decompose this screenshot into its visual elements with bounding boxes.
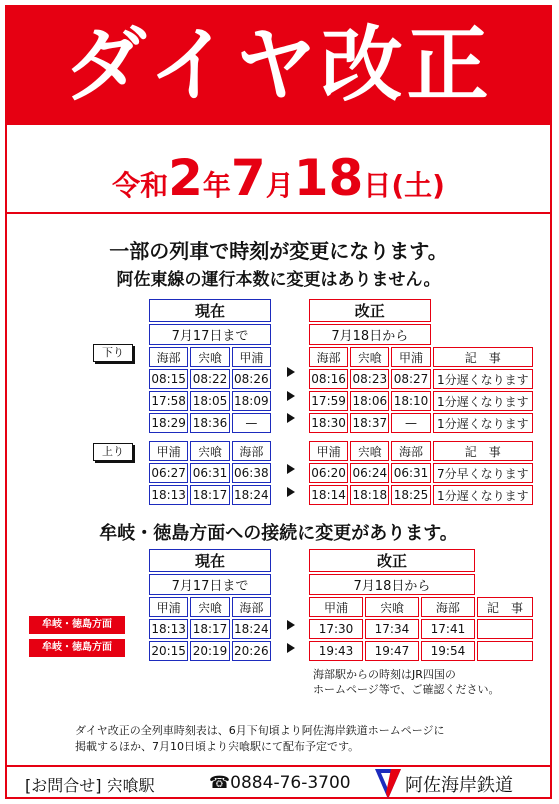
time-cell: 18:36: [190, 413, 229, 433]
table-row: [309, 413, 533, 433]
until-date: 7月17日まで: [149, 574, 271, 595]
up-direction-label: 上り: [93, 443, 133, 461]
revised-header: 改正: [309, 299, 431, 322]
date-year-unit: 年: [202, 169, 231, 202]
time-cell: 18:05: [190, 391, 229, 411]
date-day-unit: 日: [363, 169, 392, 202]
time-cell: 06:27: [149, 463, 188, 483]
time-cell: 18:13: [149, 619, 188, 639]
time-cell: 06:31: [190, 463, 229, 483]
time-cell: 18:14: [309, 485, 348, 505]
connection-heading: 牟岐・徳島方面への接続に変更があります。: [99, 523, 458, 544]
time-cell: 17:58: [149, 391, 188, 411]
time-cell: 17:30: [309, 619, 363, 639]
intro-line-2: 阿佐東線の運行本数に変更はありません。: [116, 270, 441, 290]
contact-label: [お問合せ] 宍喰駅: [25, 776, 155, 795]
time-cell: 18:13: [149, 485, 188, 505]
station-header: 海部: [232, 441, 271, 461]
remark-cell: 7分早くなります: [433, 463, 533, 483]
time-cell: 20:19: [190, 641, 229, 661]
down-direction-label: 下り: [93, 344, 133, 362]
time-cell: 18:17: [190, 619, 229, 639]
time-cell: 18:25: [391, 485, 430, 505]
date-era: 令和: [112, 169, 169, 202]
station-header: 甲浦: [309, 441, 348, 461]
station-header: 甲浦: [309, 597, 363, 617]
table-row: [149, 619, 271, 639]
station-header: 甲浦: [232, 347, 271, 367]
station-header: 宍喰: [190, 597, 229, 617]
time-cell: 18:30: [309, 413, 348, 433]
station-header: 海部: [421, 597, 475, 617]
timetable-info-line-1: ダイヤ改正の全列車時刻表は、6月下旬頃より阿佐海岸鉄道ホームページに: [75, 724, 445, 737]
table-row: [149, 463, 271, 483]
station-header: 宍喰: [365, 597, 419, 617]
table-row: [149, 391, 271, 411]
time-cell: 18:24: [232, 485, 271, 505]
time-cell: 18:18: [350, 485, 389, 505]
station-header: 甲浦: [149, 597, 188, 617]
time-cell: 19:54: [421, 641, 475, 661]
company-logo-icon: [375, 769, 401, 799]
time-cell: 08:16: [309, 369, 348, 389]
revised-header: 改正: [309, 549, 475, 572]
time-cell: —: [232, 413, 271, 433]
down-revised-table: [307, 297, 535, 435]
poster-title: ダイヤ改正: [64, 18, 493, 113]
company-name: 阿佐海岸鉄道: [405, 775, 513, 796]
date-month-unit: 月: [265, 169, 294, 202]
table-row: [309, 485, 533, 505]
station-header: 宍喰: [350, 347, 389, 367]
remarks-header: 記 事: [433, 347, 533, 367]
phone-number: ☎0884-76-3700: [209, 773, 351, 793]
remark-cell: 1分遅くなります: [433, 413, 533, 433]
arrow-icon: [287, 367, 295, 377]
date-weekday: (土): [391, 169, 445, 202]
arrow-icon: [287, 464, 295, 474]
arrow-icon: [287, 643, 295, 653]
jr-note-line-2: ホームページ等で、ご確認ください。: [313, 683, 500, 696]
time-cell: —: [391, 413, 430, 433]
divider: [7, 212, 550, 214]
table-row: [149, 413, 271, 433]
connection-revised-table: [307, 547, 535, 663]
time-cell: 06:24: [350, 463, 389, 483]
down-current-table: [147, 297, 273, 435]
current-header: 現在: [149, 549, 271, 572]
remark-cell: 1分遅くなります: [433, 391, 533, 411]
intro-line-1: 一部の列車で時刻が変更になります。: [109, 239, 448, 263]
table-row: [309, 369, 533, 389]
date-year: 2: [168, 149, 203, 207]
timetable-info-line-2: 掲載するほか、7月10日頃より宍喰駅にて配布予定です。: [75, 740, 360, 753]
time-cell: 08:26: [232, 369, 271, 389]
station-header: 宍喰: [190, 347, 229, 367]
up-revised-table: [307, 439, 535, 507]
arrow-icon: [287, 413, 295, 423]
table-row: [309, 391, 533, 411]
time-cell: 20:26: [232, 641, 271, 661]
remarks-header: 記 事: [433, 441, 533, 461]
footer-divider: [7, 765, 550, 767]
station-header: 甲浦: [149, 441, 188, 461]
table-row: [149, 485, 271, 505]
time-cell: 18:37: [350, 413, 389, 433]
date-day: 18: [293, 149, 364, 207]
time-cell: 08:23: [350, 369, 389, 389]
table-row: [309, 463, 533, 483]
time-cell: 19:47: [365, 641, 419, 661]
jr-note: [313, 667, 500, 697]
effective-date: [7, 149, 550, 207]
remark-cell: 1分遅くなります: [433, 369, 533, 389]
time-cell: 06:20: [309, 463, 348, 483]
station-header: 海部: [149, 347, 188, 367]
table-row: [309, 641, 533, 661]
time-cell: 17:41: [421, 619, 475, 639]
jr-note-line-1: 海部駅からの時刻はJR四国の: [313, 668, 456, 681]
table-row: [149, 369, 271, 389]
station-header: 宍喰: [350, 441, 389, 461]
remark-cell: 1分遅くなります: [433, 485, 533, 505]
time-cell: 18:17: [190, 485, 229, 505]
arrow-icon: [287, 391, 295, 401]
from-date: 7月18日から: [309, 324, 431, 345]
connection-row-label: 牟岐・徳島方面: [29, 616, 125, 634]
time-cell: 17:34: [365, 619, 419, 639]
time-cell: 18:10: [391, 391, 430, 411]
date-month: 7: [230, 149, 266, 207]
table-row: [149, 641, 271, 661]
station-header: 海部: [391, 441, 430, 461]
up-current-table: [147, 439, 273, 507]
time-cell: 18:29: [149, 413, 188, 433]
time-cell: 20:15: [149, 641, 188, 661]
poster-frame: [5, 5, 552, 799]
table-row: [309, 619, 533, 639]
connection-row-label: 牟岐・徳島方面: [29, 639, 125, 657]
connection-current-table: [147, 547, 273, 663]
time-cell: 06:38: [232, 463, 271, 483]
time-cell: 18:06: [350, 391, 389, 411]
time-cell: 18:24: [232, 619, 271, 639]
time-cell: 06:31: [391, 463, 430, 483]
arrow-icon: [287, 620, 295, 630]
time-cell: 08:27: [391, 369, 430, 389]
station-header: 宍喰: [190, 441, 229, 461]
remarks-header: 記 事: [477, 597, 533, 617]
station-header: 甲浦: [391, 347, 430, 367]
title-banner: [7, 7, 550, 125]
time-cell: 08:22: [190, 369, 229, 389]
until-date: 7月17日まで: [149, 324, 271, 345]
time-cell: 19:43: [309, 641, 363, 661]
station-header: 海部: [232, 597, 271, 617]
time-cell: 17:59: [309, 391, 348, 411]
from-date: 7月18日から: [309, 574, 475, 595]
time-cell: 08:15: [149, 369, 188, 389]
remark-cell: [477, 641, 533, 661]
time-cell: 18:09: [232, 391, 271, 411]
remark-cell: [477, 619, 533, 639]
timetable-info: [75, 723, 445, 755]
current-header: 現在: [149, 299, 271, 322]
arrow-icon: [287, 487, 295, 497]
station-header: 海部: [309, 347, 348, 367]
